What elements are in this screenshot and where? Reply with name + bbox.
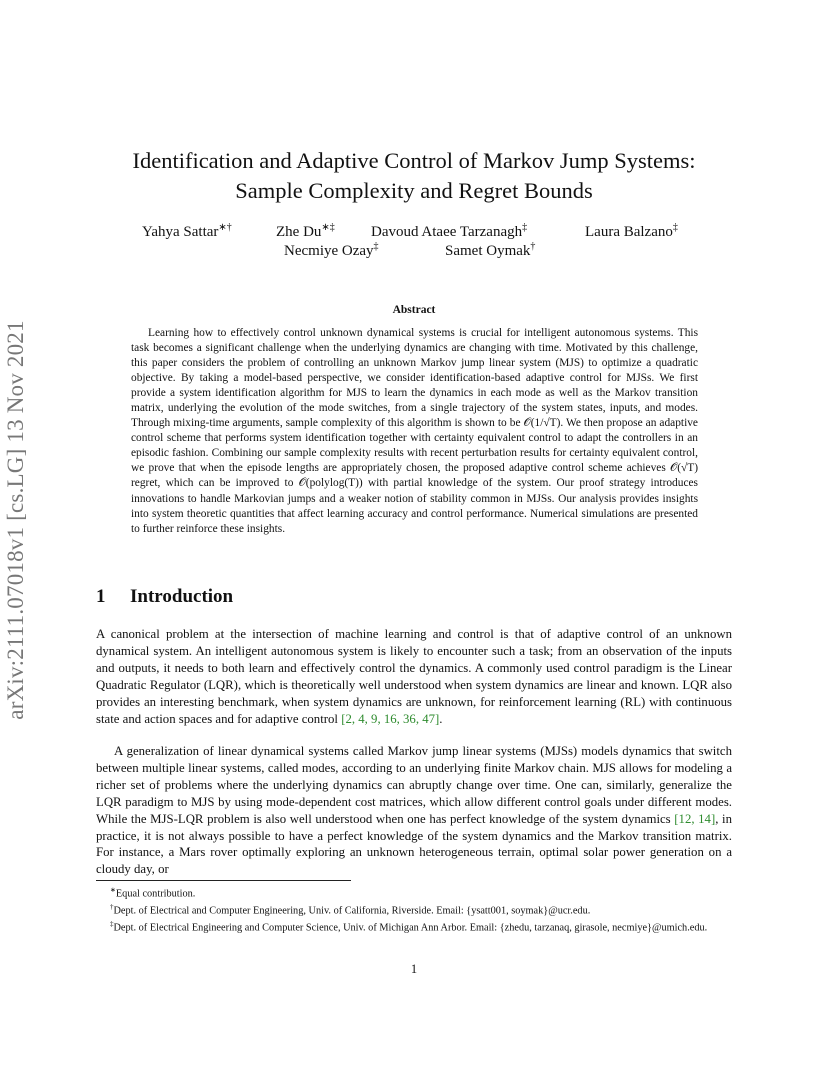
abstract-heading: Abstract	[392, 304, 436, 316]
section-number: 1	[96, 586, 106, 607]
citation-link[interactable]: [2, 4, 9, 16, 36, 47]	[341, 711, 440, 726]
paper-title	[96, 146, 732, 206]
footnote: ∗Equal contribution.	[110, 886, 196, 900]
author: Samet Oymak†	[445, 241, 536, 259]
footnote-rule	[96, 880, 351, 881]
abstract-text: Learning how to effectively control unknown dynamical systems is crucial for intelligent autonomous systems. This task becomes a significant challenge when the underlying dynamics are changing with time. Motivated by this challenge, this paper considers the problem of controlling an unknown Markov jump linear system (MJS) to optimize a quadratic objective. By taking a model-based perspective, we consider identification-based adaptive control for MJSs. We first provide a system identification algorithm for MJS to learn the dynamics in each mode as well as the Markov transition matrix, underlying the evolution of the mode switches, from a single trajectory of the system states, inputs, and modes. Through mixing-time arguments, sample complexity of this algorithm is shown to be 𝒪(1/√T). We then propose an adaptive control scheme that performs system identification together with certainty equivalent control to adapt the controllers in an episodic fashion. Combining our sample complexity results with recent perturbation results for certainty equivalent control, we prove that when the episode lengths are appropriately chosen, the proposed adaptive control scheme achieves 𝒪(√T) regret, which can be improved to 𝒪(polylog(T)) with partial knowledge of the system. Our proof strategy introduces innovations to handle Markovian jumps and a weaker notion of stability common in MJSs. Our analysis provides insights into system theoretic quantities that affect learning accuracy and control performance. Numerical simulations are presented to further reinforce these insights.	[131, 327, 698, 535]
intro-paragraph-2: A generalization of linear dynamical systems called Markov jump linear systems (MJSs) models dynamics that switch between multiple linear systems, called modes, according to an underlying finite Markov chain. MJS allows for modeling a richer set of problems where the underlying dynamics can abruptly change over time. One can, similarly, generalize the LQR paradigm to MJS by using mode-dependent cost matrices, which allow different control goals under different modes. While the MJS-LQR problem is also well understood when one has perfect knowledge of the system dynamics [12, 14], in practice, it is not always possible to have a perfect knowledge of the system dynamics and the Markov transition matrix. For instance, a Mars rover optimally exploring an unknown heterogeneous terrain, optimal solar power generation on a cloudy day, or	[96, 744, 732, 877]
author: Davoud Ataee Tarzanagh‡	[371, 222, 528, 240]
author: Yahya Sattar∗†	[142, 222, 232, 240]
citation-link[interactable]: [12, 14]	[674, 811, 716, 826]
footnote: ‡Dept. of Electrical Engineering and Computer Science, Univ. of Michigan Ann Arbor. Email: {zhedu, tarzanaq, girasole, necmiye}@umich.edu.	[110, 919, 708, 934]
author-list	[96, 222, 732, 262]
intro-paragraph-1: A canonical problem at the intersection of machine learning and control is that of adaptive control of an unknown dynamical system. An intelligent autonomous system is likely to encounter such a task; from an observation of the inputs and outputs, it needs to both learn and effectively control the dynamics. A commonly used control paradigm is the Linear Quadratic Regulator (LQR), which is theoretically well understood when system dynamics are linear and known. LQR also provides an interesting benchmark, when system dynamics are unknown, for reinforcement learning (RL) with continuous state and action spaces and for adaptive control [2, 4, 9, 16, 36, 47].	[96, 627, 732, 726]
author: Laura Balzano‡	[585, 222, 678, 240]
footnotes	[96, 884, 732, 934]
author: Zhe Du∗‡	[276, 222, 335, 240]
author: Necmiye Ozay‡	[284, 241, 379, 259]
page-number: 1	[410, 962, 418, 976]
title-line-2: Sample Complexity and Regret Bounds	[235, 178, 593, 203]
title-line-1: Identification and Adaptive Control of Markov Jump Systems:	[132, 148, 696, 173]
footnote: †Dept. of Electrical and Computer Engineering, Univ. of California, Riverside. Email: {ysatt001, soymak}@ucr.edu.	[110, 902, 591, 917]
section-title: Introduction	[130, 586, 234, 607]
section-heading	[96, 586, 233, 608]
arxiv-identifier[interactable]: arXiv:2111.07018v1 [cs.LG] 13 Nov 2021	[3, 320, 28, 720]
